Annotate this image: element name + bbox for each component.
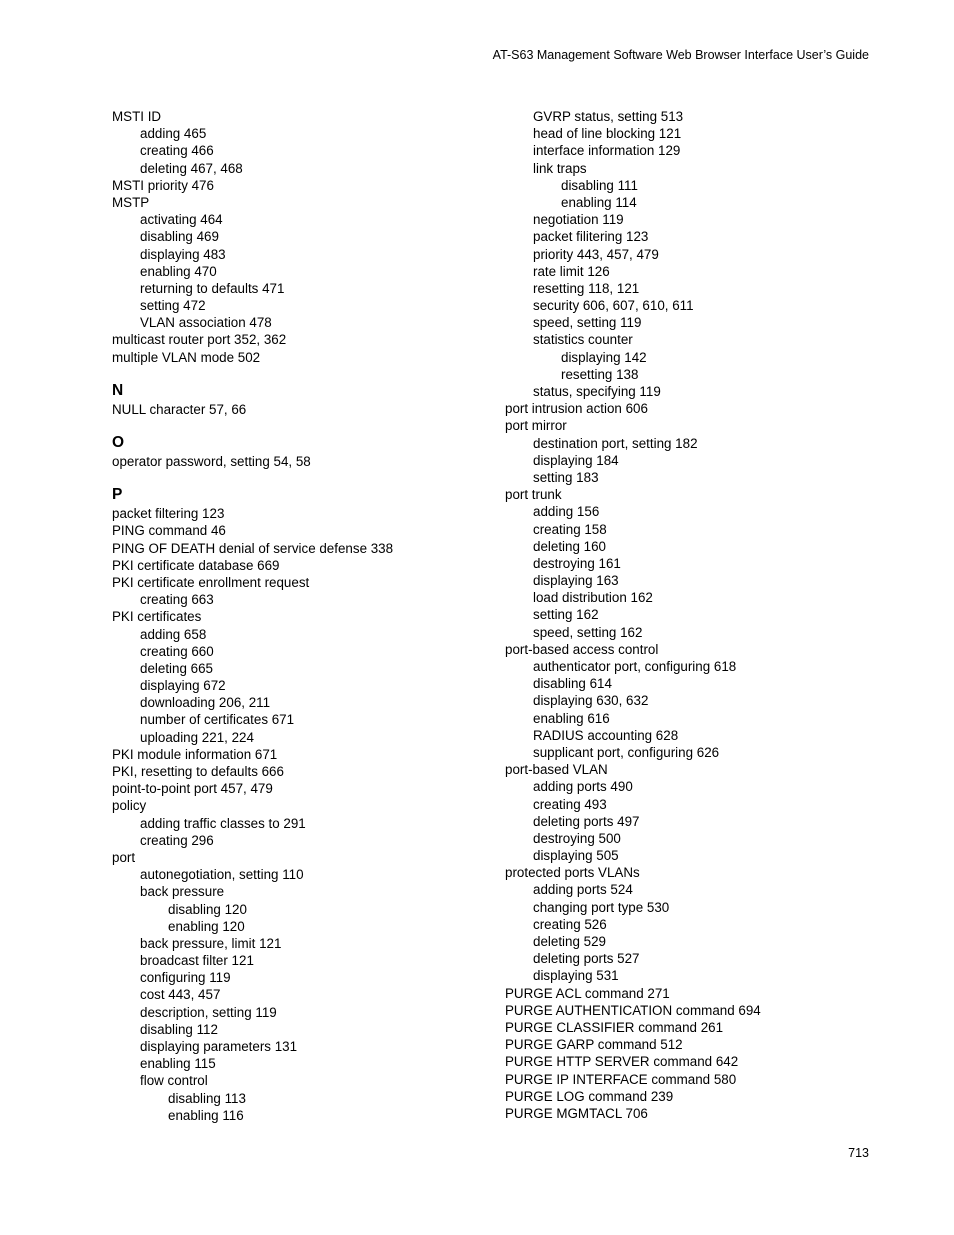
index-entry: packet filtering 123	[112, 506, 225, 522]
index-entry: PKI certificates	[112, 609, 202, 625]
index-subentry: number of certificates 671	[140, 712, 295, 728]
index-subentry: deleting ports 497	[533, 813, 640, 829]
index-subentry: displaying 163	[533, 573, 619, 589]
index-subentry: description, setting 119	[140, 1004, 277, 1020]
index-subentry: deleting 467, 468	[140, 160, 243, 176]
index-subentry: RADIUS accounting 628	[533, 727, 679, 743]
index-subentry: creating 526	[533, 916, 607, 932]
index-entry: NULL character 57, 66	[112, 401, 247, 417]
index-subentry: link traps	[533, 160, 587, 176]
index-entry: protected ports VLANs	[505, 865, 640, 881]
index-subentry: creating 466	[140, 143, 214, 159]
index-subentry: enabling 120	[168, 918, 245, 934]
index-subentry: enabling 470	[140, 263, 217, 279]
index-subentry: displaying 505	[533, 848, 619, 864]
index-subentry: deleting ports 527	[533, 951, 640, 967]
index-entry: PURGE CLASSIFIER command 261	[505, 1019, 724, 1035]
index-subentry: back pressure, limit 121	[140, 935, 282, 951]
index-subentry: supplicant port, configuring 626	[533, 744, 720, 760]
index-entry: point-to-point port 457, 479	[112, 781, 273, 797]
index-entry: PKI certificate database 669	[112, 557, 280, 573]
index-subentry: destroying 500	[533, 830, 621, 846]
index-subentry: rate limit 126	[533, 263, 610, 279]
index-subentry: disabling 111	[561, 177, 638, 193]
index-subentry: creating 493	[533, 796, 607, 812]
index-subentry: creating 158	[533, 521, 607, 537]
index-subentry: deleting 665	[140, 660, 213, 676]
index-entry: MSTI ID	[112, 109, 162, 124]
index-subentry: flow control	[140, 1073, 208, 1089]
index-subentry: adding traffic classes to 291	[140, 815, 306, 831]
index-entry: multiple VLAN mode 502	[112, 349, 261, 365]
index-subentry: resetting 118, 121	[533, 280, 640, 296]
index-subentry: deleting 529	[533, 934, 606, 949]
section-letter: N	[112, 381, 124, 399]
index-subentry: cost 443, 457	[140, 987, 221, 1003]
index-entry: port intrusion action 606	[505, 401, 648, 417]
index-subentry: downloading 206, 211	[140, 695, 271, 711]
index-entry: PING command 46	[112, 523, 226, 539]
index-subentry: displaying 630, 632	[533, 693, 649, 709]
index-subentry: destroying 161	[533, 555, 621, 571]
index-subentry: configuring 119	[140, 970, 231, 986]
index-subentry: displaying parameters 131	[140, 1039, 298, 1054]
index-subentry: changing port type 530	[533, 899, 670, 915]
index-entry: port-based VLAN	[505, 762, 608, 778]
index-entry: PURGE MGMTACL 706	[505, 1105, 648, 1121]
index-subentry: creating 660	[140, 643, 214, 659]
index-subentry: authenticator port, configuring 618	[533, 659, 737, 674]
index-entry: PURGE GARP command 512	[505, 1037, 683, 1053]
index-subentry: disabling 112	[140, 1021, 218, 1037]
index-entry: PURGE ACL command 271	[505, 985, 670, 1001]
index-subentry: autonegotiation, setting 110	[140, 867, 304, 883]
index-subentry: activating 464	[140, 212, 223, 228]
index-subentry: adding 156	[533, 504, 600, 520]
index-subentry: status, specifying 119	[533, 384, 661, 399]
index-entry: PKI module information 671	[112, 746, 278, 762]
index-entry: policy	[112, 798, 147, 814]
index-subentry: enabling 115	[140, 1056, 216, 1072]
index-subentry: resetting 138	[561, 366, 639, 382]
index-subentry: broadcast filter 121	[140, 953, 254, 969]
index-subentry: load distribution 162	[533, 590, 653, 606]
index-subentry: setting 183	[533, 469, 599, 485]
index-subentry: adding 658	[140, 626, 207, 642]
index-entry: port	[112, 849, 136, 865]
index-subentry: adding ports 490	[533, 779, 633, 795]
index-entry: MSTI priority 476	[112, 177, 214, 193]
index-subentry: disabling 614	[533, 676, 612, 692]
index-subentry: back pressure	[140, 884, 225, 900]
index-entry: PURGE AUTHENTICATION command 694	[505, 1002, 761, 1018]
index-subentry: priority 443, 457, 479	[533, 246, 659, 262]
index-subentry: returning to defaults 471	[140, 280, 285, 296]
index-subentry: packet filitering 123	[533, 229, 649, 245]
index-entry: port trunk	[505, 487, 562, 503]
index-column-right	[505, 108, 905, 1122]
index-subentry: creating 296	[140, 832, 214, 848]
index-subentry: deleting 160	[533, 538, 606, 554]
index-entry: multicast router port 352, 362	[112, 332, 287, 348]
index-subentry: adding ports 524	[533, 882, 633, 898]
index-entry: PURGE LOG command 239	[505, 1088, 674, 1104]
index-subentry: head of line blocking 121	[533, 126, 682, 142]
index-subentry: displaying 483	[140, 246, 226, 262]
index-subentry: displaying 672	[140, 678, 226, 694]
index-subentry: speed, setting 162	[533, 624, 643, 640]
index-entry: PURGE IP INTERFACE command 580	[505, 1071, 737, 1087]
index-entry: MSTP	[112, 194, 150, 210]
index-subentry: enabling 116	[168, 1107, 244, 1123]
index-subentry: displaying 142	[561, 349, 647, 365]
index-subentry: destination port, setting 182	[533, 435, 698, 451]
index-subentry: enabling 114	[561, 194, 637, 210]
index-subentry: disabling 113	[168, 1090, 246, 1106]
index-subentry: creating 663	[140, 592, 214, 608]
index-subentry: displaying 184	[533, 452, 619, 468]
index-subentry: statistics counter	[533, 332, 633, 348]
running-header: AT-S63 Management Software Web Browser Interface User’s Guide	[492, 48, 869, 62]
index-subentry: enabling 616	[533, 710, 610, 726]
index-subentry: speed, setting 119	[533, 315, 642, 331]
section-letter: P	[112, 486, 123, 504]
index-subentry: interface information 129	[533, 143, 681, 159]
index-subentry: negotiation 119	[533, 212, 624, 228]
index-subentry: security 606, 607, 610, 611	[533, 298, 694, 314]
section-letter: O	[112, 434, 125, 451]
index-subentry: VLAN association 478	[140, 315, 272, 331]
page-number: 713	[848, 1146, 869, 1160]
index-entry: PKI certificate enrollment request	[112, 574, 310, 590]
index-entry: PURGE HTTP SERVER command 642	[505, 1054, 739, 1070]
index-column-left	[112, 108, 497, 1124]
index-subentry: disabling 469	[140, 229, 219, 245]
index-entry: operator password, setting 54, 58	[112, 454, 311, 469]
index-subentry: disabling 120	[168, 901, 247, 917]
index-subentry: setting 162	[533, 607, 599, 623]
index-entry: port mirror	[505, 418, 567, 434]
index-entry: port-based access control	[505, 641, 659, 657]
index-entry: PING OF DEATH denial of service defense 338	[112, 540, 394, 556]
index-subentry: uploading 221, 224	[140, 729, 254, 745]
index-subentry: GVRP status, setting 513	[533, 109, 684, 124]
index-subentry: setting 472	[140, 298, 206, 314]
index-entry: PKI, resetting to defaults 666	[112, 764, 284, 779]
index-subentry: adding 465	[140, 126, 207, 142]
index-subentry: displaying 531	[533, 968, 619, 984]
